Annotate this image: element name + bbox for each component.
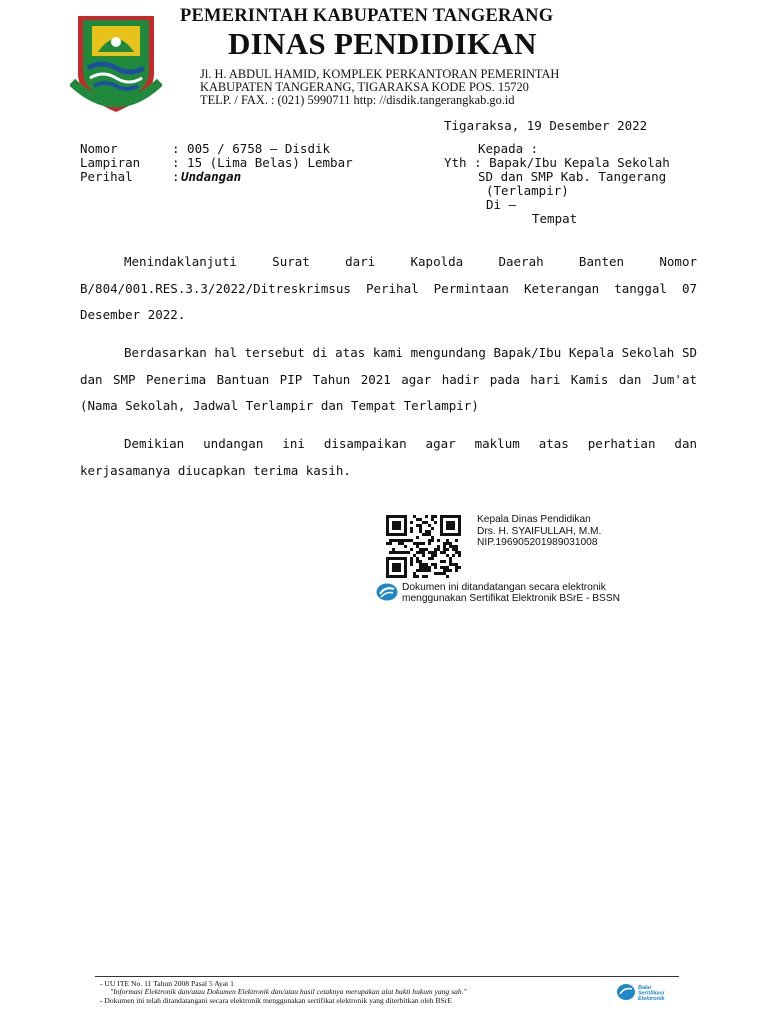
footer-divider [95,976,679,977]
qr-code [386,514,462,578]
signatory-title: Kepala Dinas Pendidikan [477,514,591,525]
footer-law-quote: "Informasi Elektronik dan/atau Dokumen Elektronik dan/atau hasil cetaknya merupakan alat bukti hukum yang sah." [110,987,467,996]
footer-logo-text-1: Balai [638,985,652,991]
lampiran-label: Lampiran [80,155,141,170]
letter-date: Tigaraksa, 19 Desember 2022 [444,118,648,133]
address-line-1: Jl. H. ABDUL HAMID, KOMPLEK PERKANTORAN PEMERINTAH [200,67,560,81]
recipient-line-4: Di – [486,197,517,212]
footer-logo-text-2: Sertifikasi [638,990,665,997]
esign-notice-line-2: menggunakan Sertifikat Elektronik BSrE - BSSN [402,593,620,604]
body-paragraph-1 [80,249,697,329]
body-paragraph-3-text: Demikian undangan ini disampaikan agar maklum atas perhatian dan kerjasamanya diucapkan terima kasih. [80,436,697,478]
perihal-colon: : [172,169,180,184]
address-line-2: KABUPATEN TANGERANG, TIGARAKSA KODE POS. 15720 [200,80,529,94]
footer-law-reference: - UU ITE No. 11 Tahun 2008 Pasal 5 Ayat 1 [100,979,234,988]
esign-notice-line-1: Dokumen ini ditandatangan secara elektronik [402,582,606,593]
nomor-label: Nomor [80,141,118,156]
body-paragraph-1-text: Menindaklanjuti Surat dari Kapolda Daerah Banten Nomor B/804/001.RES.3.3/2022/Ditreskrimsus Perihal Permintaan Keterangan tanggal 07 Desember 2022. [80,254,697,322]
footer-esign-statement: - Dokumen ini telah ditandatangani secara elektronik menggunakan sertifikat elektronik yang diterbitkan oleh BSrE [100,996,452,1005]
recipient-line-5: Tempat [532,211,578,226]
signatory-nip: NIP.196905201989031008 [477,537,598,548]
footer-logo-text-3: Elektronik [638,996,665,1002]
bsre-icon [376,583,398,601]
recipient-line-3: (Terlampir) [486,183,569,198]
lampiran-value: : 15 (Lima Belas) Lembar [172,155,353,170]
recipient-kepada: Kepada : [478,141,539,156]
nomor-value: : 005 / 6758 – Disdik [172,141,331,156]
government-name: PEMERINTAH KABUPATEN TANGERANG [180,6,554,26]
tangerang-regency-logo [70,12,162,116]
bsre-footer-logo [616,982,682,1002]
contact-line: TELP. / FAX. : (021) 5990711 http: //disdik.tangerangkab.go.id [200,93,515,107]
recipient-yth: Yth : Bapak/Ibu Kepala Sekolah [444,155,670,170]
signatory-name: Drs. H. SYAIFULLAH, M.M. [477,526,602,537]
department-name: DINAS PENDIDIKAN [228,26,537,61]
body-paragraph-2-text: Berdasarkan hal tersebut di atas kami mengundang Bapak/Ibu Kepala Sekolah SD dan SMP Penerima Bantuan PIP Tahun 2021 agar hadir pada hari Kamis dan Jum'at (Nama Sekolah, Jadwal Terlampir dan Tempat Terlampir) [80,345,697,413]
body-paragraph-3 [80,431,697,484]
perihal-label: Perihal [80,169,133,184]
perihal-value: Undangan [181,169,242,184]
body-paragraph-2 [80,340,697,420]
recipient-line-2: SD dan SMP Kab. Tangerang [478,169,667,184]
